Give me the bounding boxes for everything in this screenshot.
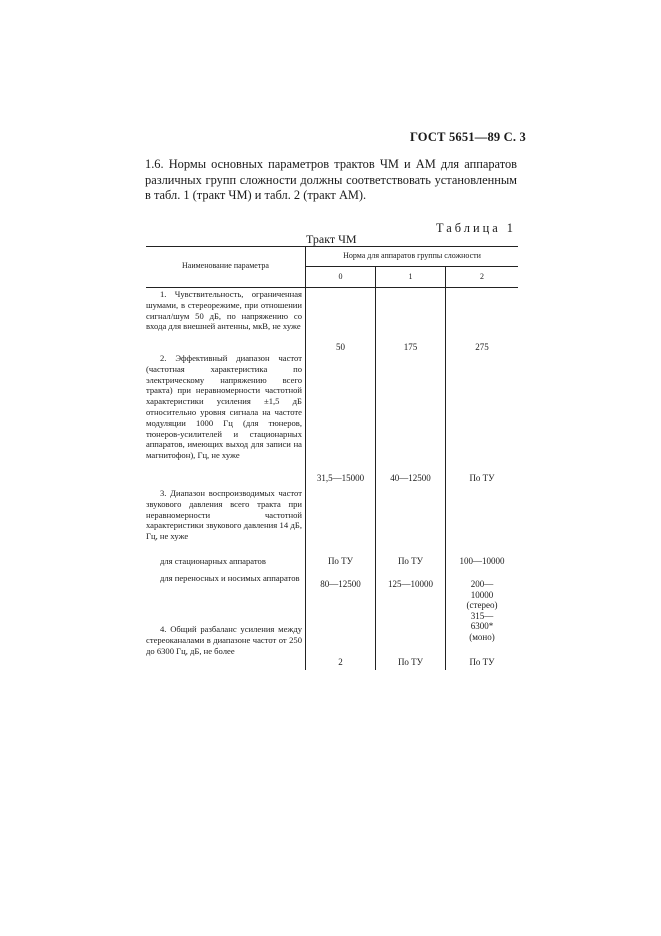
header-param-column: Наименование параметра [182, 261, 269, 270]
header-mid-rule [306, 266, 518, 267]
table-subtitle: Тракт ЧМ [306, 232, 357, 246]
row-3a-value-group-0: По ТУ [327, 556, 354, 566]
header-norm-group: Норма для аппаратов группы сложности [343, 251, 481, 260]
row-3b-param: для переносных и носимых аппаратов [160, 573, 300, 583]
row-4-value-group-0: 2 [338, 657, 343, 667]
row-3-param: 3. Диапазон воспроизводимых частот звукового давления всего тракта при неравномерности частотной характеристики звукового давления 14 дБ, Гц, не хуже [146, 488, 302, 542]
column-divider-2 [375, 266, 376, 670]
page-header: ГОСТ 5651—89 С. 3 [409, 130, 526, 144]
row-2-param: 2. Эффективный диапазон частот (частотная характеристика по электрическому напряжению всего тракта) при неравномерности частотной характеристики усиления ±1,5 дБ относительно уровня сигнала на частоте модуляции 1000 Гц (для тюнеров, тюнеров-усилителей и стационарных аппаратов, имеющих выход для записи на магнитофон), Гц, не хуже [146, 353, 302, 461]
intro-paragraph: 1.6. Нормы основных параметров трактов ЧМ и АМ для аппаратов различных групп сложности должны соответствовать установленным в табл. 1 (тракт ЧМ) и табл. 2 (тракт АМ). [145, 157, 517, 202]
row-4-value-group-1: По ТУ [397, 657, 424, 667]
header-group-0: 0 [338, 272, 343, 281]
row-1-param: 1. Чувствительность, ограниченная шумами, в стереорежиме, при отношении сигнал/шум 50 дБ, по напряжению со входа для внешней антенны, мкВ, не хуже [146, 289, 302, 332]
row-2-value-group-1: 40—12500 [390, 473, 431, 483]
row-4-param: 4. Общий разбаланс усиления между стереоканалами в диапазоне частот от 250 до 6300 Гц, дБ, не более [146, 624, 302, 656]
header-bottom-rule [146, 287, 518, 288]
row-2-value-group-2: По ТУ [469, 473, 495, 483]
header-group-2: 2 [480, 272, 484, 281]
column-divider-1 [305, 246, 306, 670]
header-group-1: 1 [408, 272, 413, 281]
row-1-value-group-0: 50 [336, 342, 345, 352]
column-divider-3 [445, 266, 446, 670]
row-3b-value-group-0: 80—12500 [320, 579, 361, 589]
parameters-table [146, 246, 518, 670]
row-3b-value-group-1: 125—10000 [388, 579, 433, 589]
row-1-value-group-2: 275 [475, 342, 489, 352]
row-2-value-group-0: 31,5—15000 [316, 473, 365, 483]
row-3a-value-group-2: 100—10000 [459, 556, 505, 566]
row-1-value-group-1: 175 [403, 342, 418, 352]
row-3a-value-group-1: По ТУ [397, 556, 424, 566]
row-3b-value-group-2: 200—10000 (стерео) 315—6300* (моно) [466, 579, 498, 642]
table-top-rule [146, 246, 518, 247]
row-3a-param: для стационарных аппаратов [160, 556, 266, 566]
table-caption: Таблица 1 [436, 221, 516, 235]
row-4-value-group-2: По ТУ [469, 657, 495, 667]
